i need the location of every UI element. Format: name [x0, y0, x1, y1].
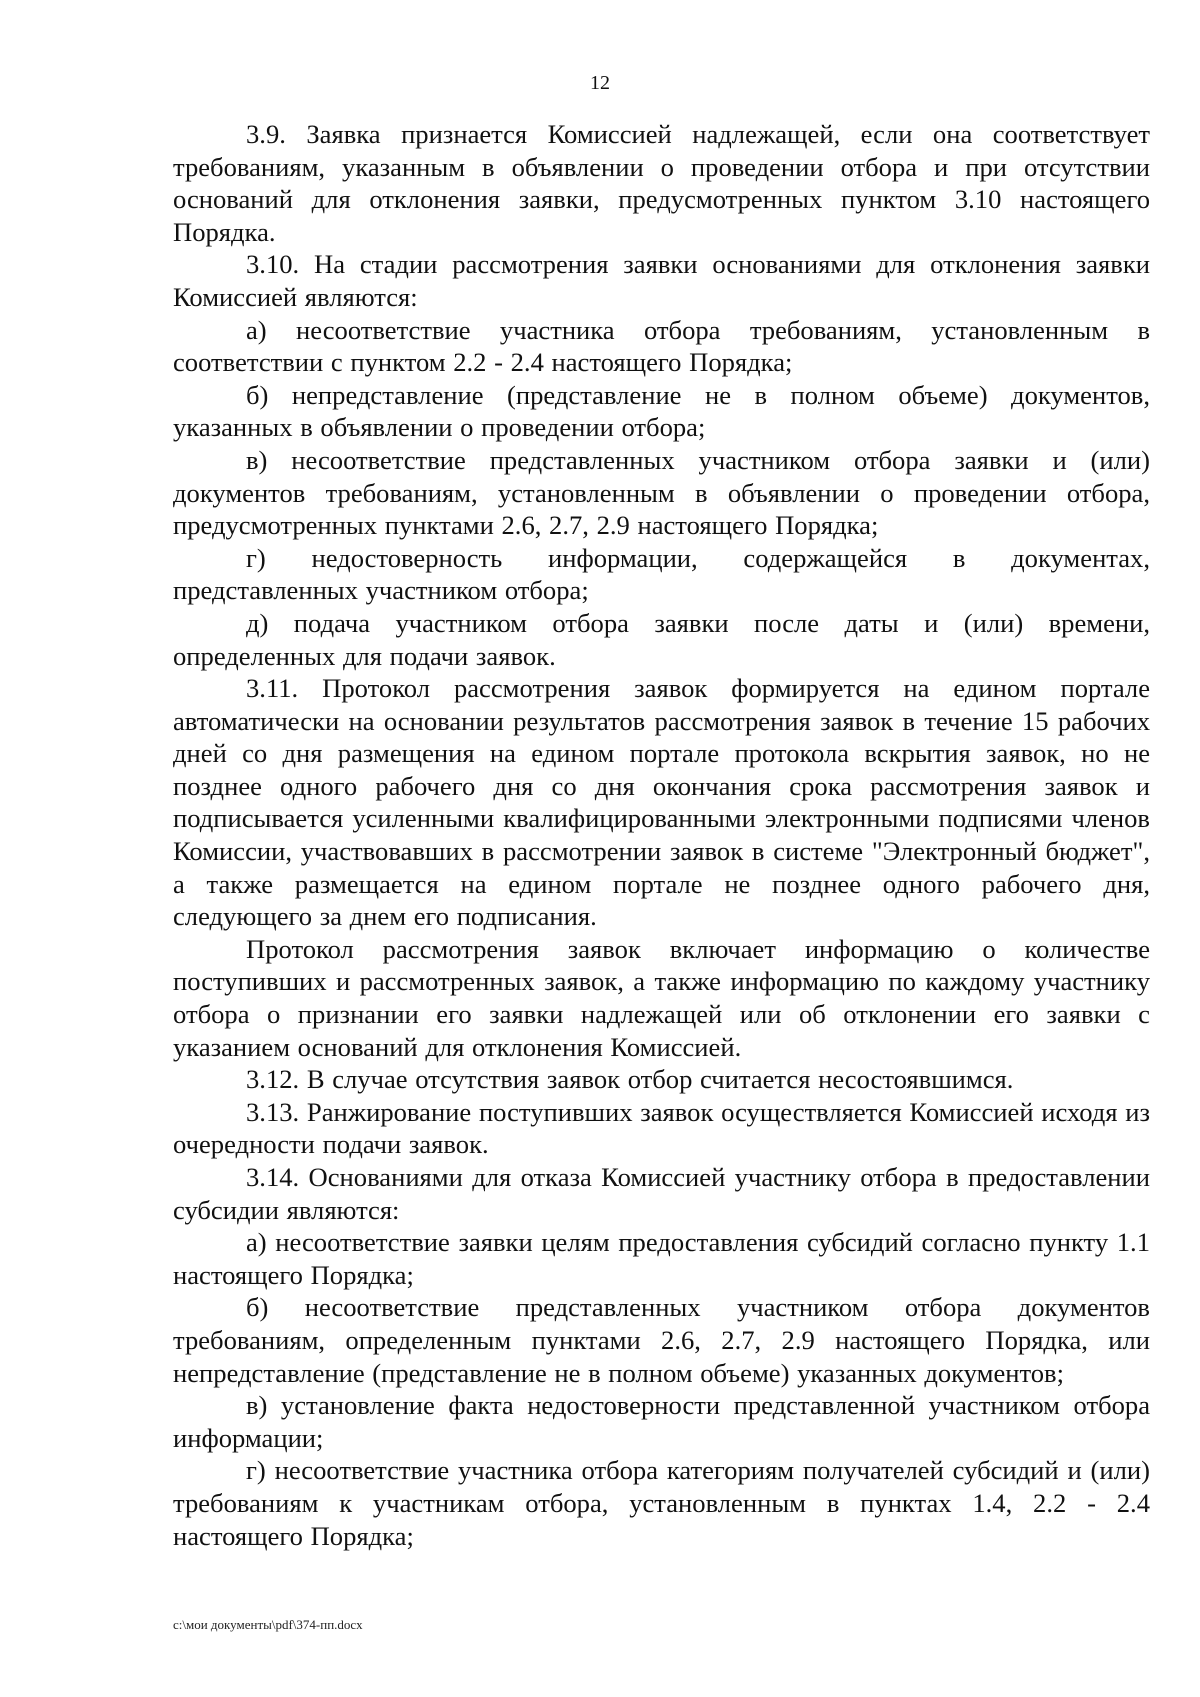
paragraph-3-14-g: г) несоответствие участника отбора категориям получателей субсидий и (или) требованиям к участникам отбора, установленным в пунктах 1.4, 2.2 - 2.4 настоящего Порядка;: [173, 1455, 1150, 1551]
paragraph-3-10: 3.10. На стадии рассмотрения заявки основаниями для отклонения заявки Комиссией являются:: [173, 249, 1150, 312]
paragraph-3-14-a: а) несоответствие заявки целям предоставления субсидий согласно пункту 1.1 настоящего Порядка;: [173, 1227, 1150, 1290]
footer-file-path: c:\мои документы\pdf\374-пп.docx: [173, 1617, 363, 1632]
paragraph-3-13: 3.13. Ранжирование поступивших заявок осуществляется Комиссией исходя из очередности подачи заявок.: [173, 1096, 1150, 1160]
paragraph-3-14-v: в) установление факта недостоверности представленной участником отбора информации;: [173, 1390, 1150, 1453]
paragraph-3-10-d: д) подача участником отбора заявки после даты и (или) времени, определенных для подачи заявок.: [173, 607, 1150, 671]
paragraph-3-9: 3.9. Заявка признается Комиссией надлежащей, если она соответствует требованиям, указанным в объявлении о проведении отбора и при отсутствии оснований для отклонения заявки, предусмотренных пунктом 3.10 настоящего Порядка.: [173, 119, 1150, 247]
paragraph-3-10-v: в) несоответствие представленных участником отбора заявки и (или) документов требованиям, установленным в объявлении о проведении отбора, предусмотренных пунктами 2.6, 2.7, 2.9 настоящего Порядка;: [173, 444, 1150, 541]
paragraph-3-14-b: б) несоответствие представленных участником отбора документов требованиям, определенным пунктами 2.6, 2.7, 2.9 настоящего Порядка, или непредставление (представление не в полном объеме) указанных документов;: [173, 1292, 1150, 1388]
document-body: [173, 118, 1150, 1552]
paragraph-3-11-protocol: Протокол рассмотрения заявок включает информацию о количестве поступивших и рассмотренных заявок, а также информацию по каждому участнику отбора о признании его заявки надлежащей или об отклонении его заявки с указанием оснований для отклонения Комиссией.: [173, 933, 1150, 1062]
paragraph-3-12: 3.12. В случае отсутствия заявок отбор считается несостоявшимся.: [246, 1064, 1014, 1095]
paragraph-3-14: 3.14. Основаниями для отказа Комиссией участнику отбора в предоставлении субсидии являются:: [173, 1162, 1150, 1225]
paragraph-3-10-a: а) несоответствие участника отбора требованиям, установленным в соответствии с пунктом 2.2 - 2.4 настоящего Порядка;: [173, 314, 1150, 378]
paragraph-3-10-b: б) непредставление (представление не в полном объеме) документов, указанных в объявлении о проведении отбора;: [173, 379, 1150, 443]
page-number: 12: [590, 72, 610, 94]
paragraph-3-11: 3.11. Протокол рассмотрения заявок формируется на едином портале автоматически на основании результатов рассмотрения заявок в течение 15 рабочих дней со дня размещения на едином портале протокола вскрытия заявок, но не позднее одного рабочего дня со дня окончания срока рассмотрения заявок и подписывается усиленными квалифицированными электронными подписями членов Комиссии, участвовавших в рассмотрении заявок в системе "Электронный бюджет", а также размещается на едином портале не позднее одного рабочего дня, следующего за днем его подписания.: [173, 673, 1150, 932]
paragraph-3-10-g: г) недостоверность информации, содержащейся в документах, представленных участником отбора;: [173, 542, 1150, 606]
